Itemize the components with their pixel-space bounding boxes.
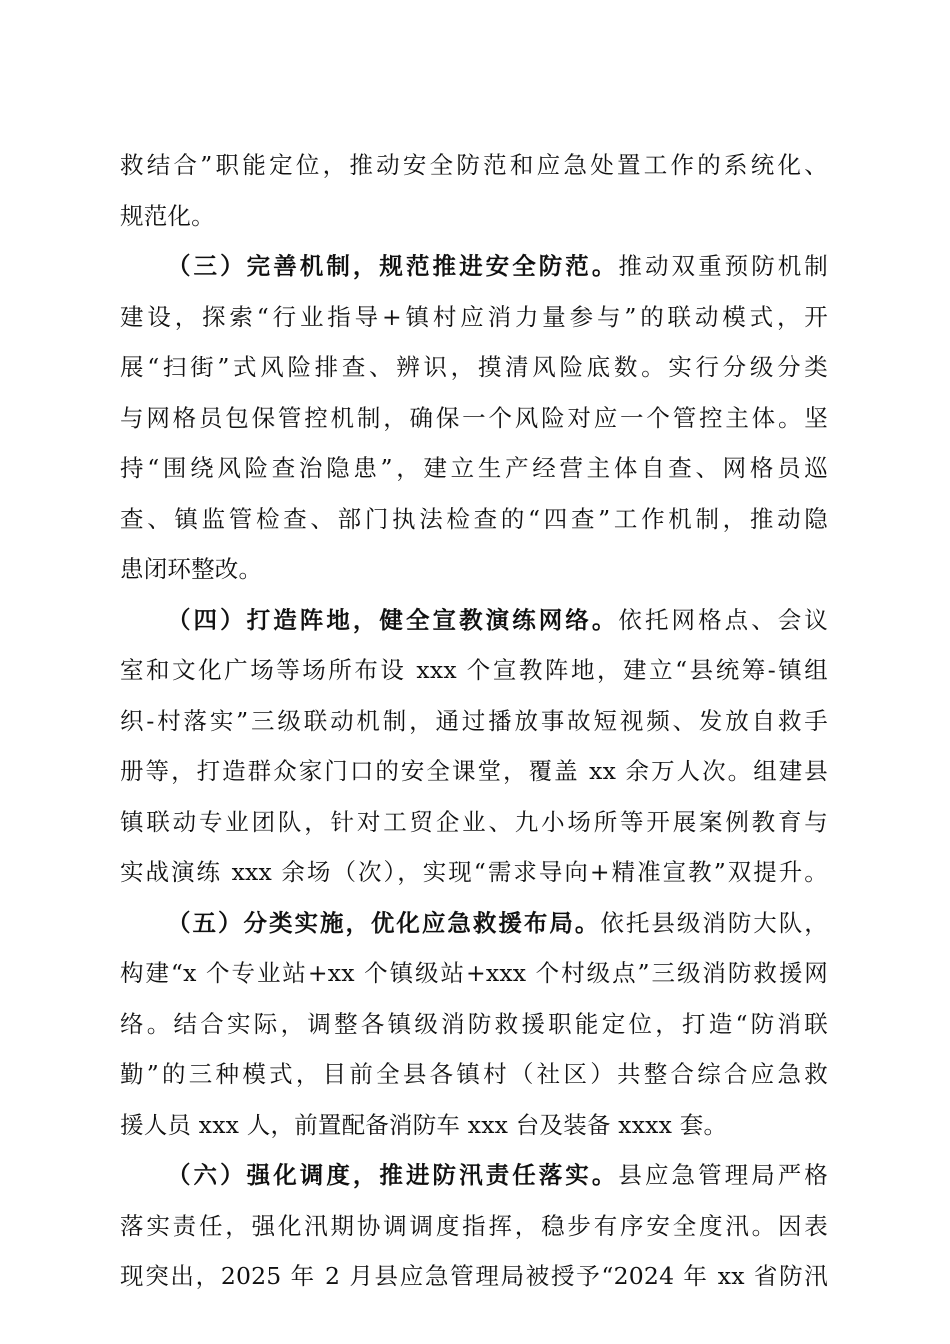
section-heading: （五）分类实施，优化应急救援布局。 <box>167 908 601 937</box>
line-text: 依托县级消防大队， <box>600 908 828 937</box>
line-text: 依托网格点、会议 <box>618 605 828 634</box>
line-text: 落实责任，强化汛期协调调度指挥，稳步有序安全度汛。因表 <box>120 1211 828 1240</box>
line-text: 持“围绕风险查治隐患”，建立生产经营主体自查、网格员巡 <box>120 454 828 482</box>
text-line <box>120 246 828 297</box>
text-line <box>120 1256 828 1307</box>
text-line <box>120 549 828 600</box>
text-line <box>120 1206 828 1257</box>
line-text: 册等，打造群众家门口的安全课堂，覆盖 xx 余万人次。组建县 <box>120 757 828 785</box>
section-heading: （四）打造阵地，健全宣教演练网络。 <box>167 605 619 634</box>
text-line <box>120 903 828 954</box>
text-line <box>120 852 828 903</box>
text-line <box>120 398 828 449</box>
line-text: 室和文化广场等场所布设 xxx 个宣教阵地，建立“县统筹-镇组 <box>120 656 828 684</box>
line-text: 救结合”职能定位，推动安全防范和应急处置工作的系统化、 <box>120 151 828 179</box>
line-text: 查、镇监管检查、部门执法检查的“四查”工作机制，推动隐 <box>120 504 828 533</box>
line-text: 援人员 xxx 人，前置配备消防车 xxx 台及装备 xxxx 套。 <box>120 1110 728 1139</box>
text-line <box>120 145 828 196</box>
line-text: 络。结合实际，调整各镇级消防救援职能定位，打造“防消联 <box>120 1009 828 1038</box>
text-line <box>120 600 828 651</box>
paragraph-section-6 <box>120 1155 828 1307</box>
paragraph-section-4 <box>120 600 828 903</box>
line-text: 构建“x 个专业站+xx 个镇级站+xxx 个村级点”三级消防救援网 <box>120 959 828 987</box>
text-line <box>120 196 828 247</box>
text-line <box>120 953 828 1004</box>
text-line <box>120 297 828 348</box>
line-text: 规范化。 <box>120 201 215 230</box>
text-line <box>120 1105 828 1156</box>
line-text: 现突出，2025 年 2 月县应急管理局被授予“2024 年 xx 省防汛 <box>120 1262 828 1290</box>
text-line <box>120 499 828 550</box>
text-line <box>120 347 828 398</box>
paragraph-section-3 <box>120 246 828 600</box>
line-text: 县应急管理局严格 <box>618 1161 828 1189</box>
text-line <box>120 1054 828 1105</box>
line-text: 镇联动专业团队，针对工贸企业、九小场所等开展案例教育与 <box>120 807 828 836</box>
text-line <box>120 701 828 752</box>
text-line <box>120 650 828 701</box>
paragraph-continuation <box>120 145 828 246</box>
text-line <box>120 802 828 853</box>
line-text: 患闭环整改。 <box>120 555 263 583</box>
line-text: 推动双重预防机制 <box>618 252 828 280</box>
line-text: 展“扫街”式风险排查、辨识，摸清风险底数。实行分级分类 <box>120 353 828 381</box>
text-line <box>120 448 828 499</box>
text-line <box>120 1155 828 1206</box>
line-text: 勤”的三种模式，目前全县各镇村（社区）共整合综合应急救 <box>120 1060 828 1088</box>
section-heading: （六）强化调度，推进防汛责任落实。 <box>167 1161 619 1189</box>
line-text: 实战演练 xxx 余场（次），实现“需求导向+精准宣教”双提升。 <box>120 858 828 886</box>
paragraph-section-5 <box>120 903 828 1156</box>
line-text: 与网格员包保管控机制，确保一个风险对应一个管控主体。坚 <box>120 403 828 432</box>
text-line <box>120 1004 828 1055</box>
line-text: 建设，探索“行业指导+镇村应消力量参与”的联动模式，开 <box>120 302 828 331</box>
section-heading: （三）完善机制，规范推进安全防范。 <box>167 252 619 280</box>
text-line <box>120 751 828 802</box>
line-text: 织-村落实”三级联动机制，通过播放事故短视频、发放自救手 <box>120 706 828 735</box>
document-page <box>120 145 828 1307</box>
